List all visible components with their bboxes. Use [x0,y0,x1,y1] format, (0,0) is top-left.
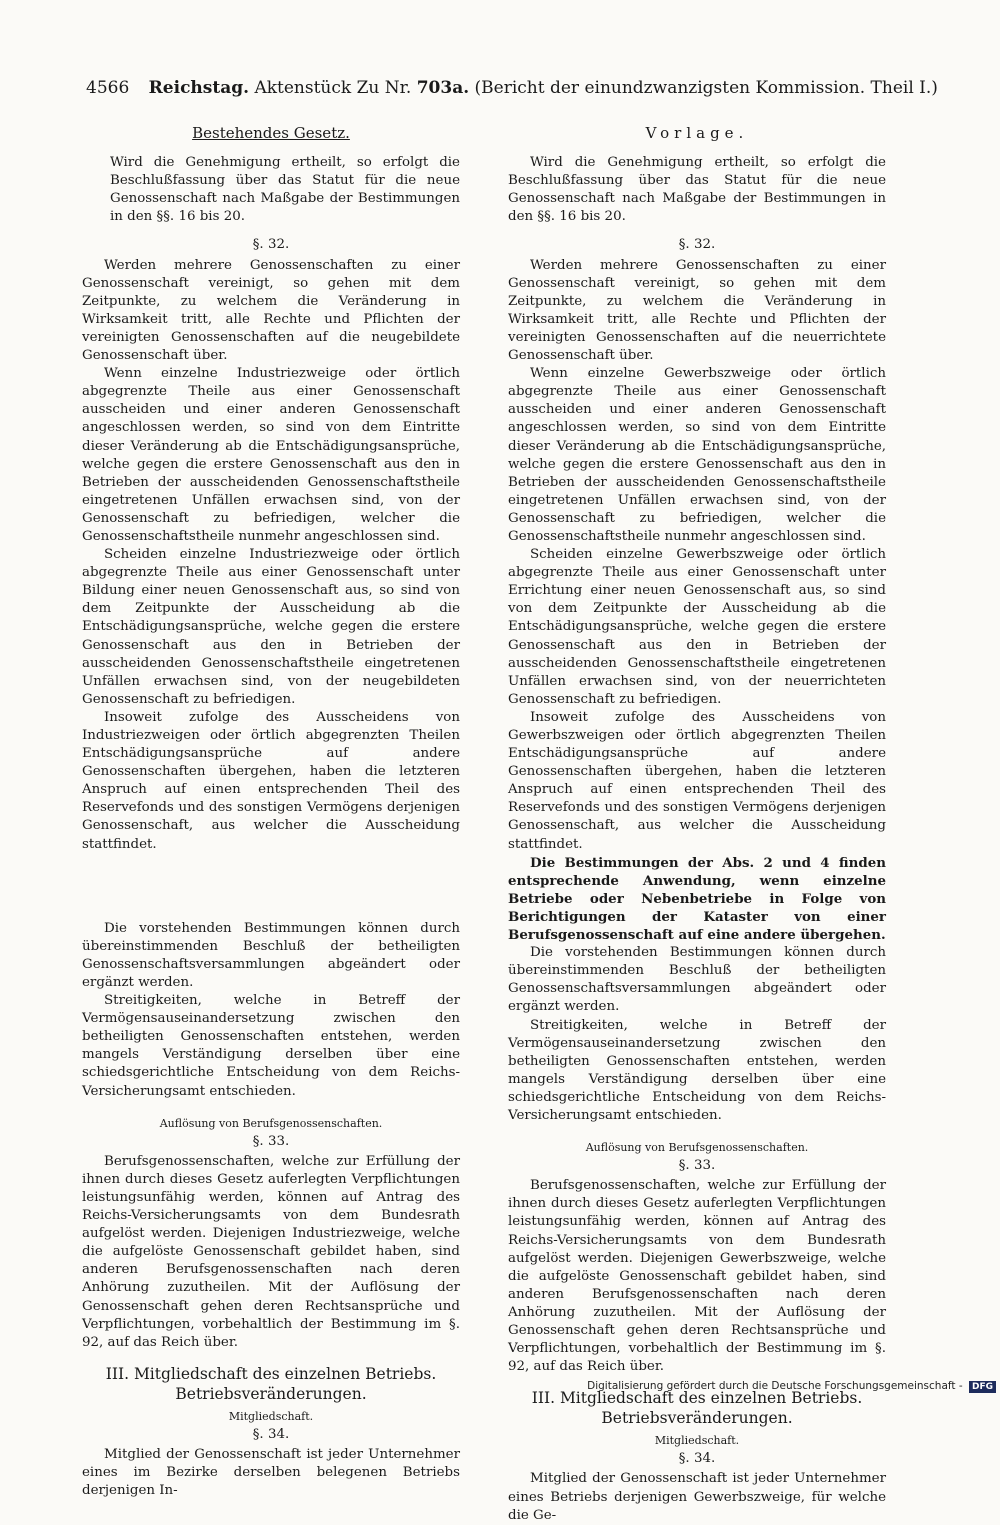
intro-paragraph: Wird die Genehmigung ertheilt, so erfolgt die Beschlußfassung über das Statut für die neue Genossenschaft nach Maßgabe der Bestimmungen in den §§. 16 bis 20. [110,155,460,225]
intro-paragraph: Wird die Genehmigung ertheilt, so erfolgt die Beschlußfassung über das Statut für die neue Genossenschaft nach Maßgabe der Bestimmungen in den §§. 16 bis 20. [508,155,886,225]
digitization-footer [587,1380,996,1393]
subsection-heading: Auflösung von Berufsgenossenschaften. [159,1116,383,1130]
header-doc-prefix: Aktenstück Zu Nr. [254,78,412,98]
paragraph-number: §. 34. [252,1426,290,1442]
text-paragraph: Werden mehrere Genossenschaften zu einer Genossenschaft vereinigt, so gehen mit dem Zeitpunkte, zu welchem die Veränderung in Wirksamkeit tritt, alle Rechte und Pflichten der vereinigten Genossenschaften auf die neugebildete Genossenschaft über. [82,257,460,364]
section-heading: III. Mitgliedschaft des einzelnen Betriebs. Betriebsveränderungen. [105,1364,437,1403]
text-paragraph: Berufsgenossenschaften, welche zur Erfüllung der ihnen durch dieses Gesetz auferlegten Verpflichtungen leistungsunfähig werden, können auf Antrag des Reichs-Versicherungsamts von dem Bundesrath aufgelöst werden. Diejenigen Gewerbszweige, welche die aufgelöste Genossenschaft gebildet haben, sind anderen Berufsgenossenschaften nach deren Anhörung zuzutheilen. Mit der Auflösung der Genossenschaft gehen deren Rechtsansprüche und Verpflichtungen, vorbehaltlich der Bestimmung im §. 92, auf das Reich über. [508,1178,886,1375]
text-paragraph: Die vorstehenden Bestimmungen können durch übereinstimmenden Beschluß der betheiligten Genossenschaftsversammlungen abgeändert oder ergänzt werden. [508,945,886,1015]
text-paragraph: Scheiden einzelne Gewerbszweige oder örtlich abgegrenzte Theile aus einer Genossenschaft unter Errichtung einer neuen Genossenschaft aus, so sind von dem Zeitpunkte der Ausscheidung ab die Entschädigungsansprüche, welche gegen die erstere Genossenschaft aus den in Betrieben der ausscheidenden Genossenschaftstheile eingetretenen Unfällen erwachsen sind, von der neuerrichteten Genossenschaft zu befriedigen. [508,547,886,707]
column-proposal [508,124,886,1525]
header-doc-number: 703a. [416,78,470,98]
text-paragraph: Wenn einzelne Industriezweige oder örtlich abgegrenzte Theile aus einer Genossenschaft ausscheiden und einer anderen Genossenschaft angeschlossen werden, so sind von dem Eintritte dieser Veränderung ab die Entschädigungsansprüche, welche gegen die erstere Genossenschaft aus den in Betrieben der ausscheidenden Genossenschaftstheile eingetretenen Unfällen erwachsen sind, von der Genossenschaft zu befriedigen, welcher die Genossenschaftstheile nunmehr angeschlossen sind. [82,366,460,544]
column-existing-law [82,124,460,1500]
header-title: Reichstag. [148,78,250,98]
column-title-existing: Bestehendes Gesetz. [192,124,350,142]
paragraph-number: §. 34. [678,1451,716,1467]
text-paragraph: Scheiden einzelne Industriezweige oder örtlich abgegrenzte Theile aus einer Genossenschaft unter Bildung einer neuen Genossenschaft aus, so sind von dem Zeitpunkte der Ausscheidung ab die Entschädigungsansprüche, welche gegen die erstere Genossenschaft aus den in Betrieben der ausscheidenden Genossenschaftstheile eingetretenen Unfällen erwachsen sind, von der neugebildeten Genossenschaft zu befriedigen. [82,547,460,707]
section-heading: III. Mitgliedschaft des einzelnen Betriebs. Betriebsveränderungen. [531,1389,863,1428]
page-header [86,78,938,98]
column-title-proposal: Vorlage. [645,124,749,142]
subsection-heading: Mitgliedschaft. [654,1434,740,1448]
paragraph-number: §. 33. [678,1158,716,1174]
text-paragraph: Streitigkeiten, welche in Betreff der Vermögensauseinandersetzung zwischen den betheiligten Genossenschaften entstehen, werden mangels Verständigung derselben über eine schiedsgerichtliche Entscheidung von dem Reichs-Versicherungsamt entschieden. [508,1017,886,1123]
footer-text: Digitalisierung gefördert durch die Deutsche Forschungsgemeinschaft - [587,1380,963,1392]
text-paragraph: Mitglied der Genossenschaft ist jeder Unternehmer eines im Bezirke derselben belegenen Betriebs derjenigen In- [82,1447,460,1499]
blank-space [82,854,460,920]
text-paragraph: Insoweit zufolge des Ausscheidens von Gewerbszweigen oder örtlich abgegrenzten Theilen Entschädigungsansprüche auf andere Genossenschaften übergehen, haben die letzteren Anspruch auf einen entsprechenden Theil des Reservefonds und des sonstigen Vermögens derjenigen Genossenschaft, aus welcher die Ausscheidung stattfindet. [508,709,886,852]
text-paragraph: Mitglied der Genossenschaft ist jeder Unternehmer eines Betriebs derjenigen Gewerbszweige, für welche die Ge- [508,1471,886,1523]
header-subtitle: (Bericht der einundzwanzigsten Kommission. Theil I.) [474,78,938,98]
text-paragraph: Die vorstehenden Bestimmungen können durch übereinstimmenden Beschluß der betheiligten Genossenschaftsversammlungen abgeändert oder ergänzt werden. [82,920,460,990]
new-provision-paragraph: Die Bestimmungen der Abs. 2 und 4 finden entsprechende Anwendung, wenn einzelne Betriebe oder Nebenbetriebe in Folge von Berichtigungen der Kataster von einer Berufsgenossenschaft auf eine andere übergehen. [508,854,886,944]
subsection-heading: Auflösung von Berufsgenossenschaften. [585,1141,809,1155]
text-paragraph: Berufsgenossenschaften, welche zur Erfüllung der ihnen durch dieses Gesetz auferlegten Verpflichtungen leistungsunfähig werden, können auf Antrag des Reichs-Versicherungsamts von dem Bundesrath aufgelöst werden. Diejenigen Industriezweige, welche die aufgelöste Genossenschaft gebildet haben, sind anderen Berufsgenossenschaften nach deren Anhörung zuzutheilen. Mit der Auflösung der Genossenschaft gehen deren Rechtsansprüche und Verpflichtungen, vorbehaltlich der Bestimmung im §. 92, auf das Reich über. [82,1153,460,1350]
paragraph-number: §. 32. [678,237,716,253]
paragraph-number: §. 32. [252,237,290,253]
dfg-logo: DFG [969,1381,996,1393]
text-paragraph: Wenn einzelne Gewerbszweige oder örtlich abgegrenzte Theile aus einer Genossenschaft ausscheiden und einer anderen Genossenschaft angeschlossen werden, so sind von dem Eintritte dieser Veränderung ab die Entschädigungsansprüche, welche gegen die erstere Genossenschaft aus den in Betrieben der ausscheidenden Genossenschaftstheile eingetretenen Unfällen erwachsen sind, von der Genossenschaft zu befriedigen, welcher die Genossenschaftstheile nunmehr angeschlossen sind. [508,366,886,544]
paragraph-number: §. 33. [252,1133,290,1149]
text-paragraph: Streitigkeiten, welche in Betreff der Vermögensauseinandersetzung zwischen den betheiligten Genossenschaften entstehen, werden mangels Verständigung derselben über eine schiedsgerichtliche Entscheidung von dem Reichs-Versicherungsamt entschieden. [82,993,460,1099]
page-number: 4566 [86,78,130,98]
text-paragraph: Werden mehrere Genossenschaften zu einer Genossenschaft vereinigt, so gehen mit dem Zeitpunkte, zu welchem die Veränderung in Wirksamkeit tritt, alle Rechte und Pflichten der vereinigten Genossenschaften auf die neuerrichtete Genossenschaft über. [508,257,886,364]
text-paragraph: Insoweit zufolge des Ausscheidens von Industriezweigen oder örtlich abgegrenzten Theilen Entschädigungsansprüche auf andere Genossenschaften übergehen, haben die letzteren Anspruch auf einen entsprechenden Theil des Reservefonds und des sonstigen Vermögens derjenigen Genossenschaft, aus welcher die Ausscheidung stattfindet. [82,709,460,852]
subsection-heading: Mitgliedschaft. [228,1409,314,1423]
